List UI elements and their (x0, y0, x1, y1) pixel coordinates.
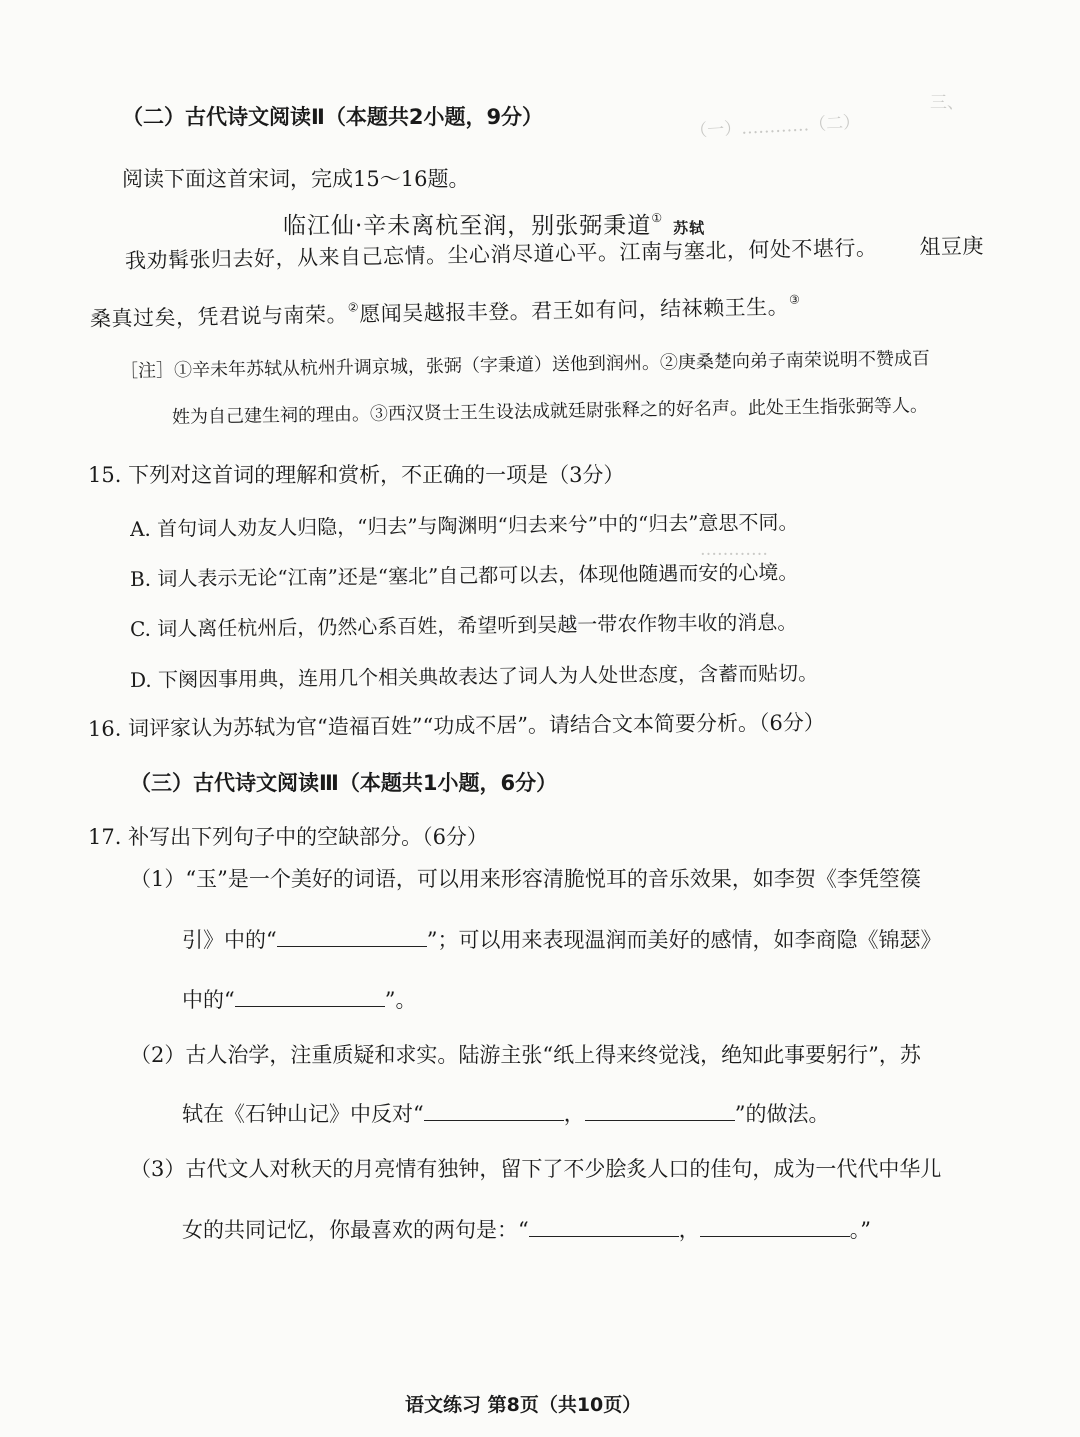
question-17-part-1-line-2: 引》中的“ ”；可以用来表现温润而美好的感情，如李商隐《锦瑟》 (182, 928, 942, 952)
answer-blank[interactable] (277, 926, 427, 947)
bleed-through-mark: ………… (700, 540, 768, 560)
poem-line-2: 桑真过矣，凭君说与南荣。②愿闻吴越报丰登。君王如有问，结袜赖王生。③ (89, 292, 801, 331)
question-17-part-2-line-2: 轼在《石钟山记》中反对“ ， ”的做法。 (182, 1102, 830, 1126)
question-16-stem: 16. 词评家认为苏轼为官“造福百姓”“功成不居”。请结合文本简要分析。（6分） (87, 710, 825, 741)
question-17-stem: 17. 补写出下列句子中的空缺部分。（6分） (88, 825, 488, 849)
answer-blank[interactable] (235, 986, 385, 1007)
question-17-part-3-line-2: 女的共同记忆，你最喜欢的两句是：“ ， 。” (182, 1218, 871, 1242)
question-15-option-d: D. 下阕因事用典，连用几个相关典故表达了词人为人处世态度，含蓄而贴切。 (129, 660, 819, 692)
question-15-option-b: B. 词人表示无论“江南”还是“塞北”自己都可以去，体现他随遇而安的心境。 (129, 560, 799, 591)
poem-note-line-2: 姓为自己建生祠的理由。③西汉贤士王生设法成就廷尉张释之的好名声。此处王生指张弼等人。 (171, 395, 929, 428)
question-17-part-1-line-1: （1）“玉”是一个美好的词语，可以用来形容清脆悦耳的音乐效果，如李贺《李凭箜篌 (130, 867, 921, 891)
reading-instruction: 阅读下面这首宋词，完成15～16题。 (122, 167, 470, 191)
section-heading-2: （二）古代诗文阅读Ⅱ（本题共2小题，9分） (122, 105, 544, 129)
answer-blank[interactable] (424, 1100, 564, 1121)
poem-title: 临江仙·辛未离杭至润，别张弼秉道①苏轼 (283, 211, 706, 239)
bleed-through-mark: 三、 (930, 93, 964, 113)
answer-blank[interactable] (529, 1216, 679, 1237)
page-footer: 语文练习 第8页（共10页） (405, 1394, 642, 1416)
question-15-option-c: C. 词人离任杭州后，仍然心系百姓，希望听到吴越一带农作物丰收的消息。 (129, 610, 798, 641)
question-17-part-2-line-1: （2）古人治学，注重质疑和求实。陆游主张“纸上得来终觉浅，绝知此事要躬行”，苏 (130, 1043, 921, 1067)
poem-author: 苏轼 (673, 219, 706, 237)
question-15-stem: 15. 下列对这首词的理解和赏析，不正确的一项是（3分） (88, 463, 625, 487)
answer-blank[interactable] (700, 1216, 850, 1237)
question-17-part-3-line-1: （3）古代文人对秋天的月亮情有独钟，留下了不少脍炙人口的佳句，成为一代代中华儿 (130, 1157, 942, 1181)
question-15-option-a: A. 首句词人劝友人归隐，“归去”与陶渊明“归去来兮”中的“归去”意思不同。 (129, 510, 799, 541)
question-17-part-1-line-3: 中的“ ”。 (182, 988, 417, 1012)
section-heading-3: （三）古代诗文阅读Ⅲ（本题共1小题，6分） (130, 771, 558, 795)
poem-note-line-1: ［注］①辛未年苏轼从杭州升调京城，张弼（字秉道）送他到润州。②庚桑楚向弟子南荣说明不赞成百 (119, 348, 931, 382)
poem-line-1: 我劝髯张归去好，从来自己忘情。尘心消尽道心平。江南与塞北，何处不堪行。 俎豆庚 (124, 234, 985, 273)
answer-blank[interactable] (585, 1100, 735, 1121)
bleed-through-mark: （一）…………（二） (689, 112, 861, 142)
